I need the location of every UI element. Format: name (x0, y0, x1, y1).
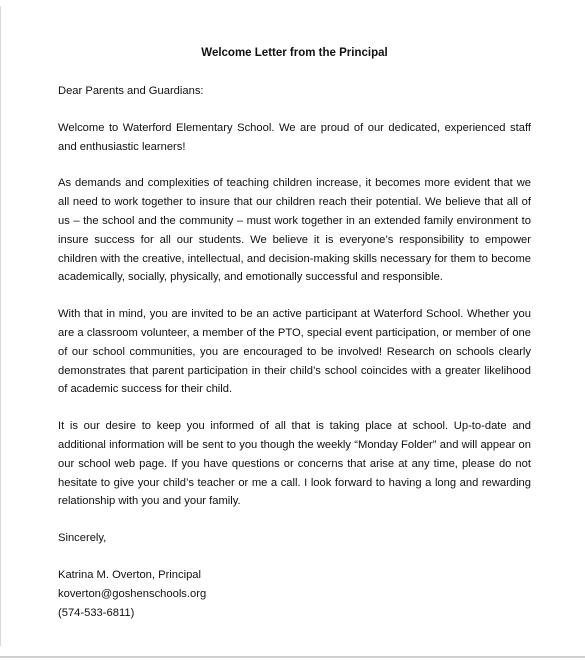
letter-title: Welcome Letter from the Principal (201, 47, 388, 59)
paragraph-welcome: Welcome to Waterford Elementary School. We are proud of our dedicated, experienced staff and enthusiastic learners! (58, 121, 531, 153)
page-left-edge (0, 6, 1, 646)
paragraph-demands: As demands and complexities of teaching children increase, it becomes more evident that we all need to work together to insure that our children reach their potential. We believe that all of us – the school and the community – must work together in an extended family environment to insure success for all our students. We believe it is everyone’s responsibility to empower children with the creative, intellectual, and decision-making skills necessary for them to become academically, socially, physically, and emotionally successful and responsible. (58, 177, 531, 284)
closing: Sincerely, (58, 532, 107, 545)
signature-email[interactable]: koverton@goshenschools.org (58, 587, 207, 600)
signature-phone: (574-533-6811) (58, 606, 135, 619)
signature-name: Katrina M. Overton, Principal (58, 568, 202, 581)
letter-body (58, 44, 531, 622)
page-bottom-edge (0, 656, 585, 658)
salutation: Dear Parents and Guardians: (58, 85, 204, 97)
paragraph-participation: With that in mind, you are invited to be an active participant at Waterford School. Whether you are a classroom volunteer, a member of the PTO, special event participation, or member of one of our school communities, you are encouraged to be involved! Research on schools clearly demonstrates that parent participation in their child’s school coincides with a greater likelihood of academic success for their child. (58, 308, 531, 396)
paragraph-information: It is our desire to keep you informed of all that is taking place at school. Up-to-date and additional information will be sent to you though the weekly “Monday Folder” and will appear on our school web page. If you have questions or concerns that arise at any time, please do not hesitate to give your child’s teacher or me a call. I look forward to having a long and rewarding relationship with you and your family. (58, 420, 531, 508)
